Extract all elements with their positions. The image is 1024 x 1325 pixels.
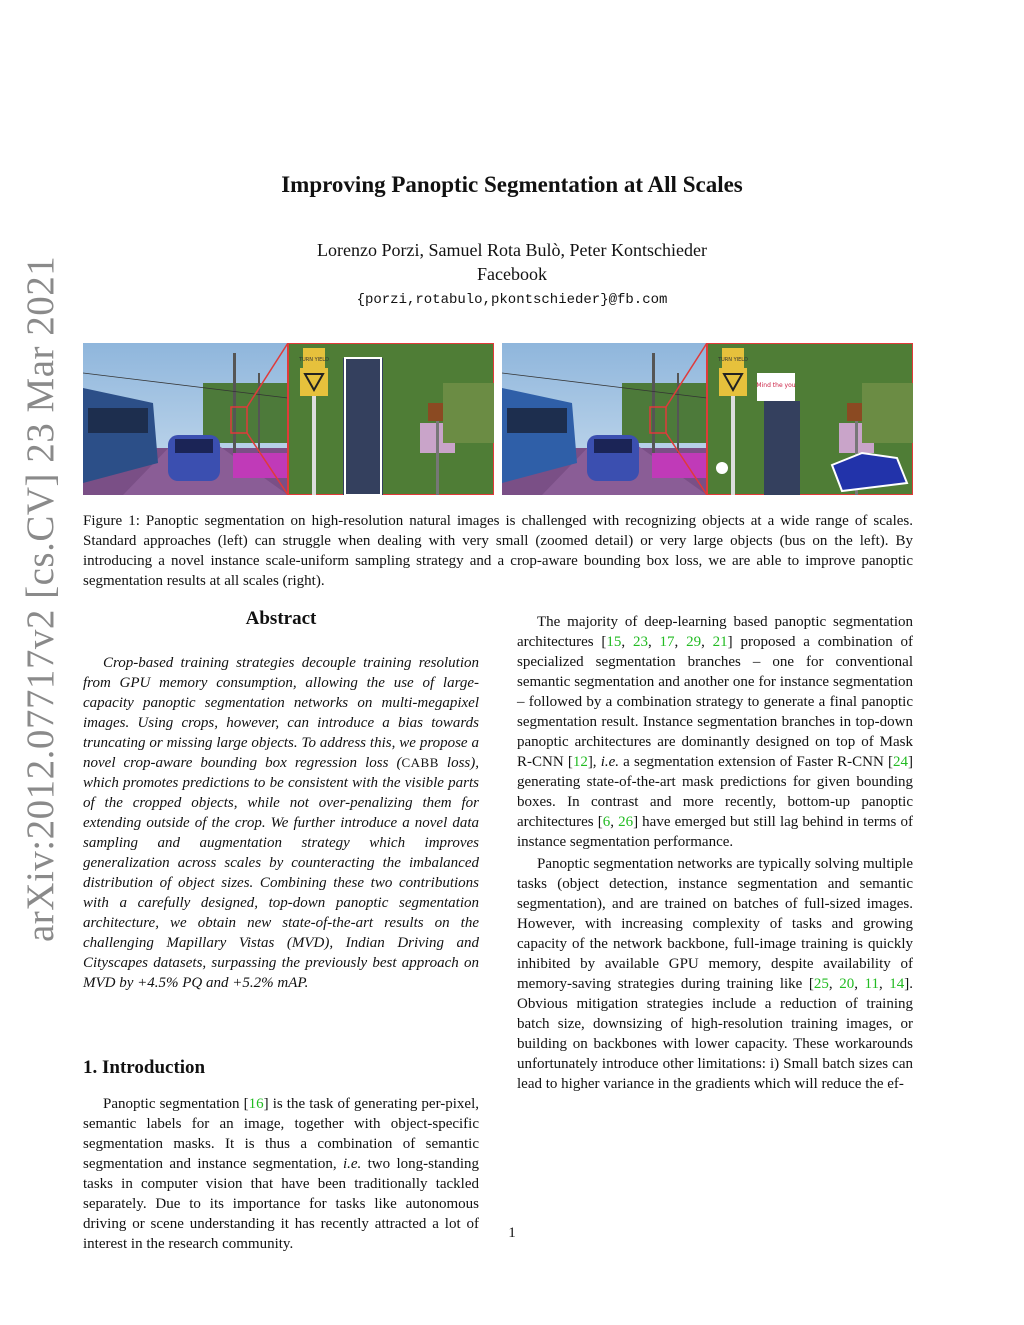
citation-link[interactable]: 15	[606, 634, 622, 650]
section-heading-introduction: 1. Introduction	[83, 1057, 206, 1078]
page-number: 1	[508, 1225, 516, 1241]
citation-link[interactable]: 12	[572, 754, 588, 770]
email: {porzi,rotabulo,pkontschieder}@fb.com	[356, 292, 668, 308]
intro-paragraph-2: The majority of deep-learning based panoptic segmentation architectures [15, 23, 17, 29, 21] proposed a combination of specialized segmentation branches – one for conventional semantic segmentation and another one for instance segmentation – followed by a combination strategy to generate a final panoptic segmentation result. Instance segmentation branches in top-down panoptic architectures are dominantly designed on top of Mask R-CNN [12], i.e. a segmentation extension of Faster R-CNN [24] generating state-of-the-art mask predictions for given bounding boxes. In contrast and more recently, bottom-up panoptic architectures [6, 26] have emerged but still lag behind in terms of instance segmentation performance.	[517, 614, 914, 850]
citation-link[interactable]: 21	[712, 634, 728, 650]
sticker-label: Mind the you	[756, 382, 796, 389]
right-column-text	[517, 610, 913, 1094]
citation-link[interactable]: 6	[602, 814, 611, 830]
cabb-acronym: CABB	[401, 755, 439, 770]
citation-link[interactable]: 23	[632, 634, 648, 650]
intro-paragraph-1: Panoptic segmentation [16] is the task of generating per-pixel, semantic labels for an image, together with object-specific segmentation masks. It is thus a combination of semantic segmentation and instance segmentation, i.e. two long-standing tasks in computer vision that have been traditionally tackled separately. Due to its importance for tasks like autonomous driving or scene understanding it has recently attracted a lot of interest in the research community.	[83, 1096, 479, 1252]
citation-link[interactable]: 20	[839, 976, 855, 992]
citation-link[interactable]: 17	[659, 634, 675, 650]
intro-paragraph-3: Panoptic segmentation networks are typically solving multiple tasks (object detection, instance segmentation and semantic segmentation), and are trained on batches of full-sized images. However, with increasing complexity of tasks and growing capacity of the network backbone, full-image training is quickly inhibited by available GPU memory, despite availability of memory-saving strategies during training like [25, 20, 11, 14]. Obvious mitigation strategies include a reduction of training batch size, downsizing of high-resolution training images, or building on backbones with lower capacity. These workarounds unfortunately introduce other limitations: i) Small batch sizes can lead to higher variance in the gradients which will reduce the ef-	[517, 856, 914, 1092]
paper-title: Improving Panoptic Segmentation at All Scales	[281, 172, 743, 197]
citation-link[interactable]: 24	[892, 754, 908, 770]
citation-link[interactable]: 25	[813, 976, 829, 992]
sign-label: TURN YIELD	[299, 357, 329, 363]
citation-link[interactable]: 26	[618, 814, 634, 830]
sign-label: TURN YIELD	[718, 357, 748, 363]
figure-right-panel	[502, 343, 913, 495]
citation-link[interactable]: 11	[864, 976, 879, 992]
abstract-text: Crop-based training strategies decouple training resolution from GPU memory consumption, allowing the use of large-capacity panoptic segmentation networks on multi-megapixel images. Using crops, however, can introduce a bias towards truncating or missing large objects. To address this, we propose a novel crop-aware bounding box regression loss (CABB loss), which promotes predictions to be consistent with the visible parts of the cropped objects, while not over-penalizing them for extending outside of the crop. We further introduce a novel data sampling and augmentation strategy which improves generalization across scales by counteracting the imbalanced distribution of object sizes. Combining these two contributions with a carefully designed, top-down panoptic segmentation architecture, we obtain new state-of-the-art results on the challenging Mapillary Vistas (MVD), Indian Driving and Cityscapes datasets, surpassing the previously best approach on MVD by +4.5% PQ and +5.2% mAP.	[83, 655, 479, 991]
figure-left-panel	[83, 343, 494, 495]
authors: Lorenzo Porzi, Samuel Rota Bulò, Peter Kontschieder	[317, 240, 707, 260]
abstract-heading: Abstract	[245, 608, 317, 629]
citation-link[interactable]: 14	[889, 976, 905, 992]
affiliation: Facebook	[477, 264, 547, 284]
figure-caption: Figure 1: Panoptic segmentation on high-resolution natural images is challenged with recognizing objects at a wide range of scales. Standard approaches (left) can struggle when dealing with very small (zoomed detail) or very large objects (bus on the left). By introducing a novel instance scale-uniform sampling strategy and a crop-aware bounding box loss, we are able to improve panoptic segmentation results at all scales (right).	[83, 513, 913, 589]
arxiv-identifier: arXiv:2012.07717v2 [cs.CV] 23 Mar 2021	[19, 255, 62, 942]
citation-link[interactable]: 16	[248, 1096, 264, 1112]
citation-link[interactable]: 29	[686, 634, 702, 650]
